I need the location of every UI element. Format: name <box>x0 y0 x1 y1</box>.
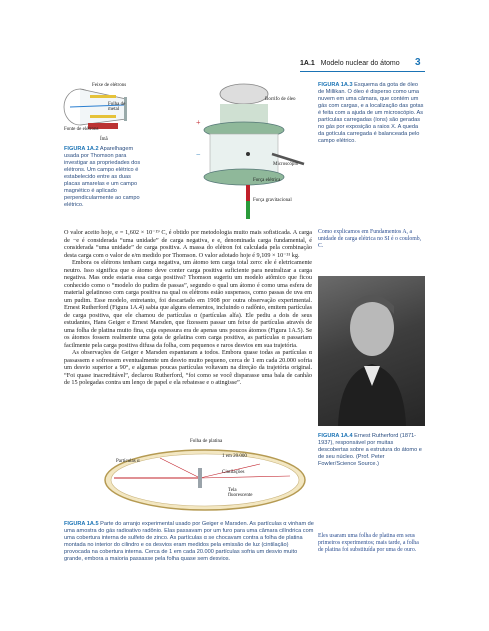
label-feixe: Feixe de elétrons <box>92 83 127 88</box>
label-folha: Folha de metal <box>108 102 126 112</box>
label-microscopio: Microscópio <box>273 162 299 167</box>
rutherford-photo <box>318 276 425 426</box>
label-minus: − <box>196 150 201 159</box>
portrait-sketch <box>318 276 425 426</box>
figure-1a2-title: FIGURA 1A.2 <box>64 146 99 152</box>
electric-force-arrow <box>246 185 250 201</box>
oil-droplet <box>246 152 250 156</box>
header-rule <box>300 71 425 72</box>
figure-1a3-caption <box>318 82 424 145</box>
paragraph-2: Embora os elétrons tenham carga negativa, um átomo tem carga total zero: ele é eletricamente neutro. Isso significa que o átomo deve conter carga positiva suficiente para neutralizar a carga negativa. Mas onde estaria essa carga positiva? Thomson sugeriu um modelo atômico que ficou conhecido como o “modelo do pudim de passas”, segundo o qual um átomo é como uma esfera de material gelatinoso com carga positiva na qual os elétrons estão suspensos, como passas de uva em um pudim. Esse modelo, entretanto, foi descartado em 1908 por outra observação experimental. Ernest Rutherford (Figura 1A.4) sabia que alguns elementos, incluindo o radônio, emitem partículas de carga positiva, que ele chamou de partículas α (partículas alfa). Ele pediu a dois de seus estudantes, Hans Geiger e Ernest Marsden, que fizessem passar um feixe de partículas através de uma folha de platina muito fina, cuja espessura era de apenas uns poucos átomos (Figura 1A.5). Se os átomos fossem realmente uma gota de gelatina com carga positiva, as partículas α passariam facilmente pela carga positiva difusa da folha, com pequenos e raros desvios em sua trajetória. <box>64 259 312 349</box>
figure-1a2-text: Aparelhagem usada por Thomson para investigar as propriedades dos elétrons. Um campo elétrico é estabelecido entre as duas placas amarelas e um campo magnético é aplicado perpendicularmente ao campo elétrico. <box>64 146 141 208</box>
figure-1a4-caption <box>318 433 424 468</box>
figure-1a2-caption <box>64 146 144 209</box>
label-tela: Tela fluorescente <box>228 488 253 498</box>
side-note-platina: Eles usaram uma folha de platina em seus primeiros experimentos; mais tarde, a folha de platina foi substituída por uma de ouro. <box>318 533 419 553</box>
label-folha-platina: Folha de platina <box>190 439 223 444</box>
oil-cloud <box>220 104 268 124</box>
section-number: 1A.1 <box>300 60 315 67</box>
figure-1a3-text: Esquema da gota de óleo de Millikan. O óleo é disperso como uma nuvem em uma câmara, que contém um gás com cargas, e a localização das gotas é feita com a ajuda de um microscópio. As partículas carregadas (íons) são geradas no gás por exposição a raios X. A queda da gotícula carregada é balanceada pelo campo elétrico. <box>318 82 424 144</box>
figure-1a4-text: Ernest Rutherford (1871-1937), responsável por muitas descobertas sobre a estrutura do átomo e de seu núcleo. (Prof. Peter Fowler/Science Source.) <box>318 433 422 467</box>
label-forca-eletrica: Força elétrica <box>253 178 281 183</box>
atomizer <box>220 84 268 104</box>
section-title: Modelo nuclear do átomo <box>320 60 400 67</box>
plate-bottom <box>90 115 116 118</box>
figure-1a3-title: FIGURA 1A.3 <box>318 82 353 88</box>
side-note-coulomb: Como explicamos em Fundamentos A, a unidade de carga elétrica no SI é o coulomb, C. <box>318 229 422 249</box>
page-number: 3 <box>415 57 421 68</box>
platinum-foil <box>198 468 202 488</box>
label-particulas: Partículas α <box>116 459 140 464</box>
paragraph-1: O valor aceito hoje, e = 1,602 × 10⁻¹⁹ C, é obtido por metodologia muito mais sofisticada. A carga de −e é considerada “uma unidade” de carga negativa, e e, denominada carga fundamental, é considerada “uma unidade” de carga positiva. A massa do elétron foi calculada pela combinação desta carga com o valor de e/m medido por Thomson. O valor adotado hoje é 9,109 × 10⁻³¹ kg. <box>64 229 312 259</box>
running-header <box>300 60 400 67</box>
label-ima: Ímã <box>100 137 108 142</box>
chamber <box>210 134 278 174</box>
label-cintilacoes: Cintilações <box>222 470 245 475</box>
label-fonte: Fonte de elétrons <box>64 127 99 132</box>
paragraph-3: As observações de Geiger e Marsden espantaram a todos. Embora quase todas as partículas α passassem e sofressem eventualmente um desvio muito pequeno, cerca de 1 em cada 20.000 sofria um desvio superior a 90°, e algumas poucas partículas voltavam na direção da trajetória original. “Foi quase inacreditável”, declarou Rutherford, “foi como se você disparasse uma bala de canhão de 15 polegadas contra um lenço de papel e ela rebatesse e o atingisse”. <box>64 349 312 386</box>
figure-1a4-title: FIGURA 1A.4 <box>318 433 353 439</box>
main-text <box>64 229 312 387</box>
label-borrifo: Borrifo de óleo <box>265 97 296 102</box>
label-forca-grav: Força gravitacional <box>253 198 292 203</box>
gravity-force-arrow <box>246 201 250 219</box>
label-1-em-20000: 1 em 20.000 <box>222 454 247 459</box>
label-plus: + <box>196 118 201 127</box>
figure-1a5-diagram <box>100 438 310 518</box>
plate-top <box>90 95 116 98</box>
face <box>350 300 394 356</box>
figure-1a5-title: FIGURA 1A.5 <box>64 521 99 527</box>
figure-1a5-text: Parte do arranjo experimental usado por Geiger e Marsden. As partículas α vinham de uma amostra do gás radioativo radônio. Elas passavam por um furo para uma câmara cilíndrica com uma cobertura interna de sulfeto de zinco. As partículas α se chocavam contra a folha de platina montada no interior do cilindro e os desvios eram medidos pela emissão de luz (cintilação) provocada na cobertura interna. Cerca de 1 em cada 20.000 partículas sofria um desvio muito grande, embora a maioria passasse pela folha quase sem desvios. <box>64 521 314 562</box>
figure-1a5-caption <box>64 521 314 563</box>
